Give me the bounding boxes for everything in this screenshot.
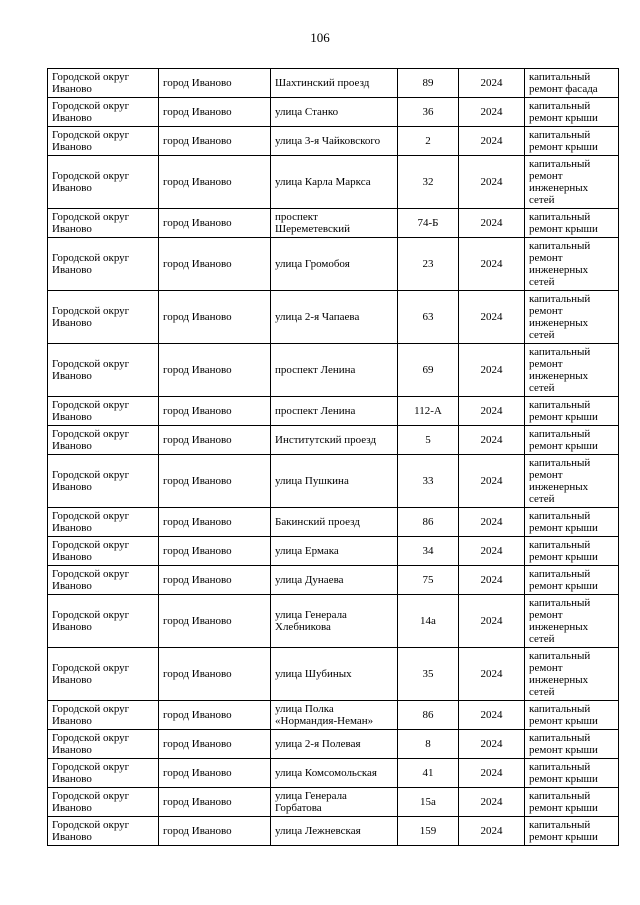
cell-street: улица Пушкина — [271, 455, 398, 508]
cell-street: проспект Ленина — [271, 344, 398, 397]
cell-city: город Иваново — [159, 156, 271, 209]
cell-street: улица Ермака — [271, 537, 398, 566]
table-row — [48, 426, 619, 455]
table-row — [48, 127, 619, 156]
cell-house-number: 89 — [398, 69, 459, 98]
cell-district: Городской округ Иваново — [48, 156, 159, 209]
cell-year: 2024 — [459, 69, 525, 98]
cell-street: улица Громобоя — [271, 238, 398, 291]
cell-year: 2024 — [459, 566, 525, 595]
cell-district: Городской округ Иваново — [48, 291, 159, 344]
cell-work-type: капитальный ремонт крыши — [525, 730, 619, 759]
cell-work-type: капитальный ремонт крыши — [525, 817, 619, 846]
table-row — [48, 455, 619, 508]
cell-work-type: капитальный ремонт инженерных сетей — [525, 595, 619, 648]
cell-house-number: 159 — [398, 817, 459, 846]
cell-house-number: 86 — [398, 701, 459, 730]
cell-house-number: 23 — [398, 238, 459, 291]
cell-year: 2024 — [459, 209, 525, 238]
cell-street: улица Станко — [271, 98, 398, 127]
cell-street: улица Генерала Горбатова — [271, 788, 398, 817]
cell-city: город Иваново — [159, 426, 271, 455]
cell-year: 2024 — [459, 98, 525, 127]
table-row — [48, 209, 619, 238]
cell-district: Городской округ Иваново — [48, 426, 159, 455]
cell-year: 2024 — [459, 595, 525, 648]
cell-year: 2024 — [459, 397, 525, 426]
cell-house-number: 2 — [398, 127, 459, 156]
cell-street: улица 2-я Полевая — [271, 730, 398, 759]
cell-work-type: капитальный ремонт крыши — [525, 127, 619, 156]
cell-year: 2024 — [459, 291, 525, 344]
table-row — [48, 537, 619, 566]
cell-street: улица Шубиных — [271, 648, 398, 701]
cell-work-type: капитальный ремонт фасада — [525, 69, 619, 98]
cell-district: Городской округ Иваново — [48, 397, 159, 426]
cell-district: Городской округ Иваново — [48, 344, 159, 397]
cell-year: 2024 — [459, 508, 525, 537]
cell-house-number: 34 — [398, 537, 459, 566]
cell-city: город Иваново — [159, 69, 271, 98]
table-row — [48, 595, 619, 648]
cell-district: Городской округ Иваново — [48, 98, 159, 127]
table-row — [48, 788, 619, 817]
cell-work-type: капитальный ремонт крыши — [525, 788, 619, 817]
cell-year: 2024 — [459, 127, 525, 156]
cell-work-type: капитальный ремонт крыши — [525, 426, 619, 455]
cell-city: город Иваново — [159, 759, 271, 788]
cell-house-number: 69 — [398, 344, 459, 397]
table-row — [48, 730, 619, 759]
cell-district: Городской округ Иваново — [48, 537, 159, 566]
cell-year: 2024 — [459, 238, 525, 291]
cell-year: 2024 — [459, 648, 525, 701]
cell-city: город Иваново — [159, 648, 271, 701]
cell-street: улица 2-я Чапаева — [271, 291, 398, 344]
cell-year: 2024 — [459, 730, 525, 759]
cell-year: 2024 — [459, 344, 525, 397]
cell-city: город Иваново — [159, 566, 271, 595]
cell-house-number: 74-Б — [398, 209, 459, 238]
table-row — [48, 291, 619, 344]
table-row — [48, 701, 619, 730]
cell-house-number: 63 — [398, 291, 459, 344]
cell-house-number: 32 — [398, 156, 459, 209]
cell-street: проспект Ленина — [271, 397, 398, 426]
cell-year: 2024 — [459, 788, 525, 817]
cell-house-number: 35 — [398, 648, 459, 701]
cell-district: Городской округ Иваново — [48, 566, 159, 595]
cell-district: Городской округ Иваново — [48, 238, 159, 291]
cell-city: город Иваново — [159, 788, 271, 817]
cell-street: улица Комсомольская — [271, 759, 398, 788]
cell-district: Городской округ Иваново — [48, 69, 159, 98]
cell-city: город Иваново — [159, 127, 271, 156]
cell-city: город Иваново — [159, 209, 271, 238]
cell-street: улица Карла Маркса — [271, 156, 398, 209]
cell-street: улица Лежневская — [271, 817, 398, 846]
cell-city: город Иваново — [159, 98, 271, 127]
cell-house-number: 15а — [398, 788, 459, 817]
cell-work-type: капитальный ремонт инженерных сетей — [525, 156, 619, 209]
cell-district: Городской округ Иваново — [48, 455, 159, 508]
cell-city: город Иваново — [159, 817, 271, 846]
cell-work-type: капитальный ремонт инженерных сетей — [525, 344, 619, 397]
cell-street: улица Дунаева — [271, 566, 398, 595]
table-row — [48, 397, 619, 426]
cell-work-type: капитальный ремонт инженерных сетей — [525, 238, 619, 291]
cell-house-number: 75 — [398, 566, 459, 595]
cell-district: Городской округ Иваново — [48, 701, 159, 730]
table-row — [48, 98, 619, 127]
cell-year: 2024 — [459, 156, 525, 209]
cell-work-type: капитальный ремонт крыши — [525, 701, 619, 730]
cell-work-type: капитальный ремонт крыши — [525, 209, 619, 238]
table-row — [48, 508, 619, 537]
cell-street: улица Полка «Нормандия-Неман» — [271, 701, 398, 730]
cell-district: Городской округ Иваново — [48, 595, 159, 648]
cell-year: 2024 — [459, 817, 525, 846]
table-row — [48, 817, 619, 846]
cell-house-number: 36 — [398, 98, 459, 127]
cell-city: город Иваново — [159, 238, 271, 291]
cell-work-type: капитальный ремонт инженерных сетей — [525, 455, 619, 508]
cell-street: улица Генерала Хлебникова — [271, 595, 398, 648]
cell-work-type: капитальный ремонт крыши — [525, 566, 619, 595]
cell-year: 2024 — [459, 537, 525, 566]
cell-district: Городской округ Иваново — [48, 730, 159, 759]
cell-district: Городской округ Иваново — [48, 759, 159, 788]
cell-house-number: 5 — [398, 426, 459, 455]
cell-city: город Иваново — [159, 291, 271, 344]
cell-city: город Иваново — [159, 455, 271, 508]
cell-street: Бакинский проезд — [271, 508, 398, 537]
cell-street: Шахтинский проезд — [271, 69, 398, 98]
cell-year: 2024 — [459, 701, 525, 730]
table-row — [48, 156, 619, 209]
cell-street: улица 3-я Чайковского — [271, 127, 398, 156]
page-number: 106 — [310, 30, 330, 45]
cell-year: 2024 — [459, 455, 525, 508]
repair-program-table — [47, 68, 619, 846]
table-row — [48, 759, 619, 788]
table-row — [48, 238, 619, 291]
cell-city: город Иваново — [159, 508, 271, 537]
cell-work-type: капитальный ремонт крыши — [525, 98, 619, 127]
cell-city: город Иваново — [159, 344, 271, 397]
cell-district: Городской округ Иваново — [48, 788, 159, 817]
cell-work-type: капитальный ремонт крыши — [525, 397, 619, 426]
cell-city: город Иваново — [159, 701, 271, 730]
table-row — [48, 566, 619, 595]
cell-house-number: 112-А — [398, 397, 459, 426]
cell-district: Городской округ Иваново — [48, 648, 159, 701]
table-row — [48, 69, 619, 98]
cell-work-type: капитальный ремонт крыши — [525, 537, 619, 566]
cell-work-type: капитальный ремонт инженерных сетей — [525, 648, 619, 701]
table-row — [48, 648, 619, 701]
cell-house-number: 41 — [398, 759, 459, 788]
cell-year: 2024 — [459, 426, 525, 455]
cell-district: Городской округ Иваново — [48, 508, 159, 537]
cell-city: город Иваново — [159, 595, 271, 648]
cell-house-number: 86 — [398, 508, 459, 537]
cell-year: 2024 — [459, 759, 525, 788]
cell-city: город Иваново — [159, 730, 271, 759]
cell-work-type: капитальный ремонт крыши — [525, 759, 619, 788]
cell-work-type: капитальный ремонт крыши — [525, 508, 619, 537]
cell-city: город Иваново — [159, 537, 271, 566]
cell-city: город Иваново — [159, 397, 271, 426]
cell-district: Городской округ Иваново — [48, 127, 159, 156]
cell-street: проспект Шереметевский — [271, 209, 398, 238]
table-body — [48, 69, 619, 846]
cell-house-number: 14а — [398, 595, 459, 648]
cell-work-type: капитальный ремонт инженерных сетей — [525, 291, 619, 344]
cell-house-number: 8 — [398, 730, 459, 759]
cell-street: Институтский проезд — [271, 426, 398, 455]
cell-district: Городской округ Иваново — [48, 209, 159, 238]
cell-district: Городской округ Иваново — [48, 817, 159, 846]
cell-house-number: 33 — [398, 455, 459, 508]
table-row — [48, 344, 619, 397]
